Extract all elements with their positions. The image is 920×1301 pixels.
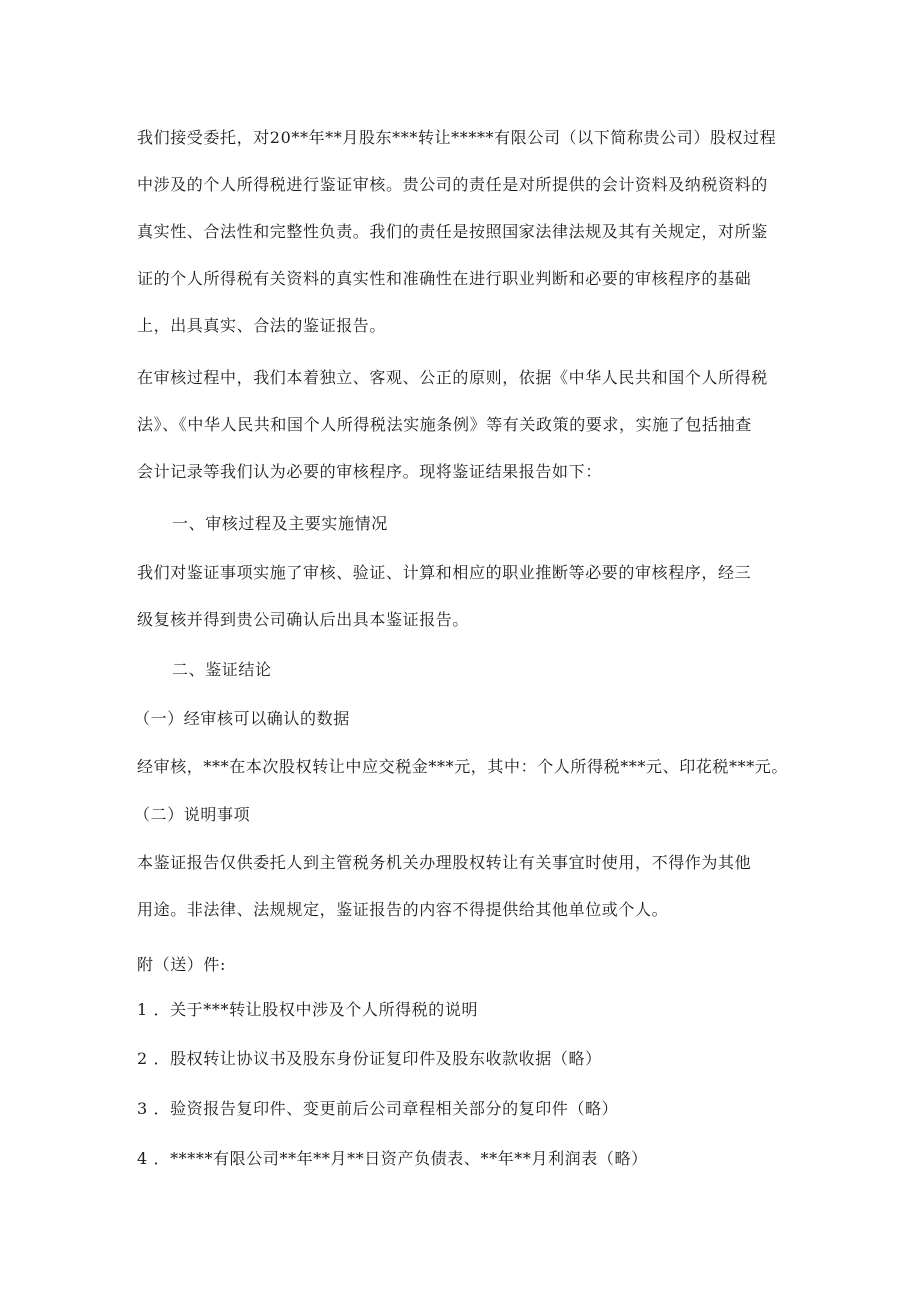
paragraph-3-line-1: 我们对鉴证事项实施了审核、验证、计算和相应的职业推断等必要的审核程序，经三: [137, 563, 752, 582]
paragraph-1-line-2: 中涉及的个人所得税进行鉴证审核。贵公司的责任是对所提供的会计资料及纳税资料的: [137, 175, 768, 194]
paragraph-1-line-1: 我们接受委托，对20**年**月股东***转让*****有限公司（以下简称贵公司）股权过程: [137, 128, 777, 147]
paragraph-1-line-3: 真实性、合法性和完整性负责。我们的责任是按照国家法律法规及其有关规定，对所鉴: [137, 222, 768, 241]
attachment-item-2: 2 ．股权转让协议书及股东身份证复印件及股东收款收据（略）: [137, 1049, 602, 1068]
attachments-label: 附（送）件:: [137, 955, 226, 974]
paragraph-1-line-5: 上，出具真实、合法的鉴证报告。: [137, 316, 387, 335]
paragraph-2-line-2: 法》、《中华人民共和国个人所得税法实施条例》等有关政策的要求，实施了包括抽查: [137, 415, 752, 434]
attachment-item-4: 4 ．*****有限公司**年**月**日资产负债表、**年**月利润表（略）: [137, 1149, 648, 1168]
paragraph-4: 经审核，***在本次股权转让中应交税金***元，其中：个人所得税***元、印花税***元。: [137, 757, 789, 776]
paragraph-2-line-3: 会计记录等我们认为必要的审核程序。现将鉴证结果报告如下：: [137, 462, 602, 481]
subheading-2: （二）说明事项: [134, 805, 251, 824]
subheading-1: （一）经审核可以确认的数据: [134, 709, 350, 728]
paragraph-5-line-2: 用途。非法律、法规规定，鉴证报告的内容不得提供给其他单位或个人。: [137, 900, 669, 919]
heading-1: 一、审核过程及主要实施情况: [172, 514, 388, 533]
paragraph-5-line-1: 本鉴证报告仅供委托人到主管税务机关办理股权转让有关事宜时使用，不得作为其他: [137, 853, 752, 872]
paragraph-3-line-2: 级复核并得到贵公司确认后出具本鉴证报告。: [137, 610, 470, 629]
heading-2: 二、鉴证结论: [172, 660, 272, 679]
attachment-item-1: 1 ．关于***转让股权中涉及个人所得税的说明: [137, 1000, 479, 1019]
paragraph-1-line-4: 证的个人所得税有关资料的真实性和准确性在进行职业判断和必要的审核程序的基础: [137, 269, 752, 288]
attachment-item-3: 3 ．验资报告复印件、变更前后公司章程相关部分的复印件（略）: [137, 1099, 619, 1118]
paragraph-2-line-1: 在审核过程中，我们本着独立、客观、公正的原则，依据《中华人民共和国个人所得税: [137, 368, 768, 387]
